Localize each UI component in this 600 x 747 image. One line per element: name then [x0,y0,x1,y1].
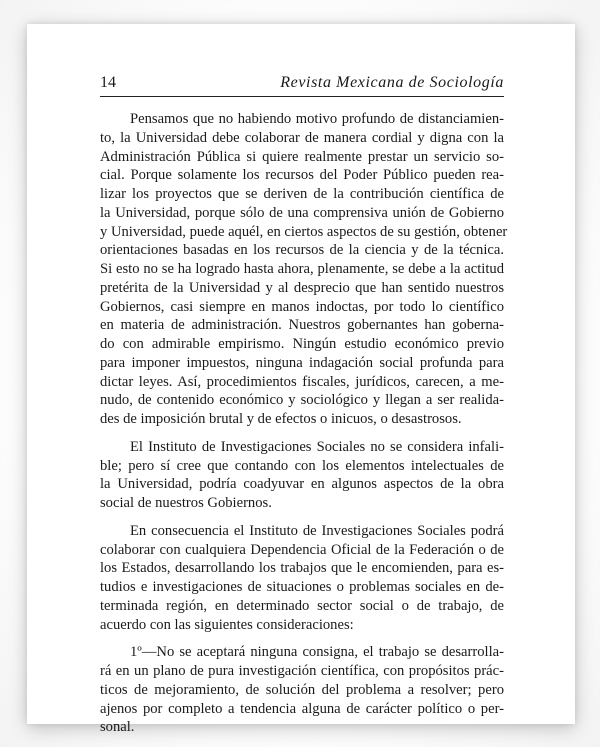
text-line: do con admirable empirismo. Ningún estudio económico previo [100,336,504,352]
text-line: Administración Pública si quiere realmente prestar un servicio so- [100,148,504,165]
text-line: El Instituto de Investigaciones Sociales no se considera infali- [130,438,504,455]
text-line: En consecuencia el Instituto de Investigaciones Sociales podrá [130,522,504,539]
text-line: dictar leyes. Así, procedimientos fiscales, jurídicos, carecen, a me- [100,373,504,390]
text-line: des de imposición brutal y de efectos o inicuos, o desastrosos. [100,411,462,427]
text-line: la Universidad, porque sólo de una comprensiva unión de Gobierno [100,204,504,221]
paragraph-4 [100,643,504,737]
text-line: to, la Universidad debe colaborar de manera cordial y digna con la [100,129,504,146]
document-page [27,24,575,736]
text-line: para imponer impuestos, ninguna indagación social profunda para [100,354,504,371]
text-line: sonal. [100,719,135,736]
text-line: y Universidad, puede aquél, en ciertos aspectos de su gestión, obtener [100,223,508,240]
text-line: en materia de administración. Nuestros gobernantes han goberna- [100,317,504,334]
text-line: Si esto no se ha logrado hasta ahora, plenamente, se debe a la actitud [100,261,504,277]
text-line: Pensamos que no habiendo motivo profundo de distanciamien- [130,111,504,127]
paragraph-1 [100,110,508,429]
text-line: acuerdo con las siguientes consideraciones: [100,616,354,633]
text-line: los Estados, desarrollando los trabajos que le encomienden, para es- [100,560,504,577]
text-line: la Universidad, podría coadyuvar en algunos aspectos de la obra [100,476,504,493]
text-line: rá en un plano de pura investigación científica, con propósitos prác- [100,663,504,679]
paragraph-2 [100,438,504,513]
text-line: orientaciones basadas en los recursos de la ciencia y de la técnica. [100,242,504,259]
text-line: ajenos por completo a tendencia alguna de carácter político o per- [100,700,504,717]
text-line: ticos de mejoramiento, de solución del problema a resolver; pero [100,681,504,698]
running-header [100,72,504,97]
text-line: Gobiernos, casi siempre en manos indoctas, por todo lo científico [100,298,504,315]
page-number: 14 [100,74,116,91]
paragraph-3 [100,522,504,635]
text-line: nudo, de contenido económico y sociológico y llegan a ser realida- [100,392,504,409]
text-line: ble; pero sí cree que contando con los elementos intelectuales de [100,457,504,474]
text-line: tudios e investigaciones de situaciones o problemas sociales en de- [100,579,504,595]
text-line: lizar los proyectos que se deriven de la contribución científica de [100,186,504,202]
text-line: colaborar con cualquiera Dependencia Oficial de la Federación o de [100,541,504,558]
text-line: 1º—No se aceptará ninguna consigna, el trabajo se desarrolla- [130,644,504,661]
text-line: terminada región, en determinado sector social o de trabajo, de [100,597,504,614]
body-text [100,110,508,746]
text-line: cial. Porque solamente los recursos del Poder Público pueden rea- [100,167,504,184]
text-line: pretérita de la Universidad y al desprecio que han sentido nuestros [100,279,504,296]
journal-title: Revista Mexicana de Sociología [280,74,504,91]
text-line: social de nuestros Gobiernos. [100,495,272,511]
